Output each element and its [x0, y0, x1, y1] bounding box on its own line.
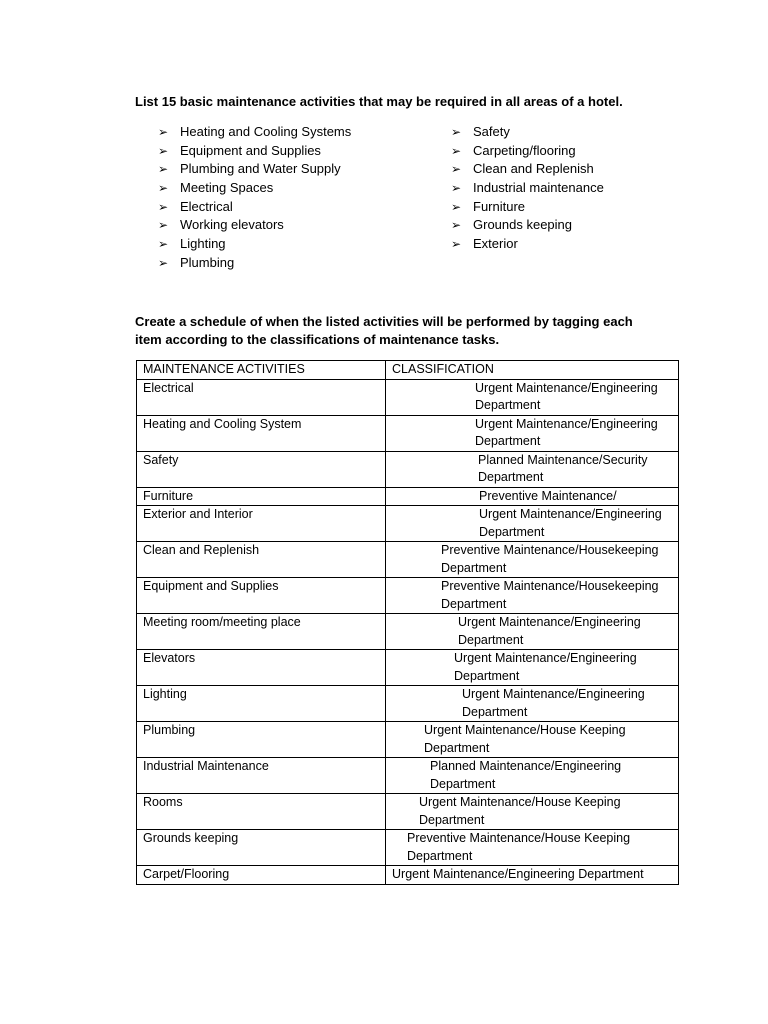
- classification-line: Urgent Maintenance/Engineering: [479, 507, 662, 521]
- classification-line: Urgent Maintenance/Engineering: [454, 651, 637, 665]
- list-item: [451, 142, 604, 161]
- classification-line: Department: [462, 704, 528, 719]
- arrow-bullet-icon: ➢: [451, 218, 462, 233]
- table-row: [137, 794, 679, 830]
- table-row: [137, 722, 679, 758]
- classification-line: Urgent Maintenance/Engineering: [475, 416, 658, 431]
- activity-cell: Lighting: [137, 686, 386, 722]
- arrow-bullet-icon: ➢: [158, 237, 169, 252]
- classification-line: Preventive Maintenance/House Keeping: [407, 831, 631, 845]
- table-row: [137, 578, 679, 614]
- table-row: [137, 451, 679, 487]
- classification-cell: [386, 758, 679, 794]
- list-item: [451, 235, 604, 254]
- question-2-heading: Create a schedule of when the listed activities will be performed by tagging each item according to the classifications of maintenance tasks.: [135, 314, 633, 347]
- list-item-label: Heating and Cooling Systems: [180, 124, 352, 139]
- classification-cell: [386, 614, 679, 650]
- classification-cell: [386, 650, 679, 686]
- list-item-label: Furniture: [473, 198, 526, 214]
- activity-cell: Grounds keeping: [137, 830, 386, 866]
- table-header-row: [137, 361, 679, 380]
- activity-cell: Safety: [137, 451, 386, 487]
- list-item-label: Equipment and Supplies: [180, 142, 321, 158]
- maintenance-schedule-table: [136, 360, 679, 885]
- list-item-label: Exterior: [473, 236, 518, 252]
- table-row: [137, 379, 679, 415]
- list-item-label: Safety: [473, 124, 510, 139]
- list-item: [451, 216, 604, 235]
- list-item: [451, 179, 604, 198]
- list-item: [158, 142, 351, 161]
- activity-cell: Furniture: [137, 487, 386, 506]
- arrow-bullet-icon: ➢: [451, 181, 462, 196]
- list-item-label: Lighting: [180, 236, 226, 252]
- question-1-heading: List 15 basic maintenance activities that may be required in all areas of a hotel.: [135, 94, 623, 109]
- classification-cell: [386, 506, 679, 542]
- classification-line: Urgent Maintenance/Engineering: [458, 615, 641, 629]
- classification-cell: [386, 686, 679, 722]
- arrow-bullet-icon: ➢: [451, 162, 462, 177]
- activity-cell: Meeting room/meeting place: [137, 614, 386, 650]
- classification-cell: [386, 578, 679, 614]
- classification-cell: [386, 487, 679, 506]
- classification-line: Preventive Maintenance/Housekeeping: [441, 543, 659, 557]
- table-row: [137, 614, 679, 650]
- classification-cell: [386, 794, 679, 830]
- header-classification: CLASSIFICATION: [386, 361, 679, 380]
- classification-cell: [386, 542, 679, 578]
- list-item-label: Carpeting/flooring: [473, 142, 576, 158]
- activity-cell: Equipment and Supplies: [137, 578, 386, 614]
- list-item: [451, 160, 604, 179]
- list-item: [158, 160, 351, 179]
- arrow-bullet-icon: ➢: [158, 255, 169, 270]
- list-item: [158, 254, 351, 273]
- list-item-label: Meeting Spaces: [180, 180, 274, 196]
- activity-cell: Elevators: [137, 650, 386, 686]
- activity-cell: Plumbing: [137, 722, 386, 758]
- classification-line: Department: [407, 848, 473, 863]
- classification-cell: [386, 451, 679, 487]
- classification-line: Department: [424, 740, 490, 755]
- table-row: [137, 415, 679, 451]
- classification-line: Preventive Maintenance/Housekeeping: [441, 579, 659, 593]
- table-row: [137, 542, 679, 578]
- activity-cell: Electrical: [137, 379, 386, 415]
- classification-line: Department: [441, 560, 507, 575]
- arrow-bullet-icon: ➢: [451, 237, 462, 252]
- arrow-bullet-icon: ➢: [158, 125, 169, 139]
- classification-line: Preventive Maintenance/: [479, 488, 617, 503]
- classification-line: Planned Maintenance/Security: [478, 452, 648, 467]
- arrow-bullet-icon: ➢: [451, 199, 462, 214]
- classification-line: Planned Maintenance/Engineering: [430, 759, 622, 773]
- activity-list-right: [451, 123, 604, 254]
- table-row: [137, 487, 679, 506]
- activity-cell: Rooms: [137, 794, 386, 830]
- activity-cell: Industrial Maintenance: [137, 758, 386, 794]
- activity-cell: Exterior and Interior: [137, 506, 386, 542]
- table-row: [137, 866, 679, 885]
- classification-line: Department: [458, 632, 524, 647]
- arrow-bullet-icon: ➢: [451, 143, 462, 158]
- classification-line: Department: [479, 524, 545, 539]
- classification-line: Department: [475, 434, 541, 448]
- classification-line: Urgent Maintenance/Engineering Department: [392, 867, 644, 881]
- arrow-bullet-icon: ➢: [158, 181, 169, 196]
- list-item-label: Electrical: [180, 198, 233, 214]
- arrow-bullet-icon: ➢: [158, 143, 169, 158]
- activity-list-left: [158, 123, 351, 273]
- list-item: [158, 179, 351, 198]
- list-item: [158, 216, 351, 235]
- classification-line: Urgent Maintenance/Engineering: [462, 687, 645, 701]
- classification-line: Urgent Maintenance/House Keeping: [419, 795, 621, 809]
- list-item-label: Clean and Replenish: [473, 161, 594, 177]
- table-row: [137, 506, 679, 542]
- classification-cell: [386, 866, 679, 885]
- list-item-label: Working elevators: [180, 217, 284, 233]
- list-item-label: Plumbing and Water Supply: [180, 161, 341, 177]
- table-row: [137, 830, 679, 866]
- classification-line: Department: [419, 812, 485, 827]
- list-item: [158, 123, 351, 142]
- table-row: [137, 686, 679, 722]
- activity-cell: Heating and Cooling System: [137, 415, 386, 451]
- classification-line: Urgent Maintenance/Engineering: [475, 380, 658, 395]
- list-item-label: Plumbing: [180, 254, 235, 270]
- classification-line: Department: [441, 596, 507, 611]
- list-item-label: Industrial maintenance: [473, 180, 604, 196]
- classification-cell: [386, 379, 679, 415]
- classification-line: Department: [454, 668, 520, 683]
- arrow-bullet-icon: ➢: [158, 218, 169, 233]
- list-item: [451, 198, 604, 217]
- classification-line: Department: [475, 398, 541, 412]
- classification-cell: [386, 415, 679, 451]
- list-item: [451, 123, 604, 142]
- arrow-bullet-icon: ➢: [158, 199, 169, 214]
- classification-cell: [386, 722, 679, 758]
- list-item: [158, 198, 351, 217]
- list-item-label: Grounds keeping: [473, 217, 573, 233]
- arrow-bullet-icon: ➢: [451, 125, 462, 139]
- list-item: [158, 235, 351, 254]
- table-row: [137, 758, 679, 794]
- classification-line: Department: [478, 470, 544, 484]
- activity-cell: Carpet/Flooring: [137, 866, 386, 885]
- classification-line: Department: [430, 776, 496, 791]
- header-activities: MAINTENANCE ACTIVITIES: [137, 361, 386, 380]
- activity-cell: Clean and Replenish: [137, 542, 386, 578]
- classification-line: Urgent Maintenance/House Keeping: [424, 723, 626, 737]
- table-row: [137, 650, 679, 686]
- arrow-bullet-icon: ➢: [158, 162, 169, 177]
- classification-cell: [386, 830, 679, 866]
